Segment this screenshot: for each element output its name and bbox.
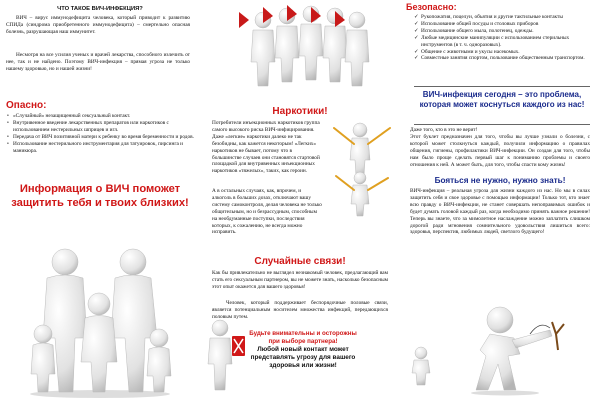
careful-text-2: Любой новый контакт может представлять угрозу для вашего здоровья или жизни! <box>250 346 356 369</box>
casual-text-2: Человек, который поддерживает беспорядочные половые связи, является потенциальным носителем множества инфекций, передающихся половым путем. <box>212 300 388 320</box>
safe-item: ✓ Использование общего мыла, полотенец, одежды. <box>421 28 597 35</box>
today-text: Даже того, кто в это не верит! <box>410 127 478 133</box>
careful-text: Будьте внимательны и осторожны при выборе партнера! <box>249 330 357 345</box>
fear-title: Бояться не нужно, нужно знать! <box>434 176 566 185</box>
safe-item: ✓ Рукопожатия, поцелуи, объятия и другие тактильные контакты <box>421 14 597 21</box>
danger-item: • Внутривенное введение лекарственных препаратов или наркотиков с использованием нестерильных шприцев и игл. <box>13 120 197 134</box>
safe-title: Безопасно: <box>406 2 457 12</box>
drugs-text: Потребители инъекционных наркотиков группа самого высокого риска ВИЧ-инфицирования. Даже «легкие» наркотики далеко не так безобидны, как кажется некоторым! «Легких» наркотиков не бывает, потому что в большинстве случаев они становятся стартовой площадкой для внутривенных инъекционных наркотиков «тяжелых», таких, как героин. <box>212 120 320 175</box>
safe-list <box>414 14 597 62</box>
column-right <box>400 0 600 400</box>
fear-text: ВИЧ-инфекция – реальная угроза для жизни каждого из нас. Но мы в силах защитить себя и свое здоровье с помощью информации! Только тот, кто знает всю правду о ВИЧ-инфекции, не станет совершать непоправимых ошибок и будет думать головой каждый раз, когда необходимо принять важное решение! Теперь вы знаете, что за мимолетное наслаждение можно заплатить слишком дорогой ради мгновения сомнительного удовольствия лишиться всего: здоровья, перспектив, любимых людей, светлого будущего! <box>410 188 590 236</box>
danger-list <box>6 113 197 154</box>
family-figures-illustration <box>25 246 175 398</box>
danger-item: • «Случайный» незащищенный сексуальный контакт. <box>13 113 197 120</box>
what-is-hiv-text-2: Несмотря на все усилия ученых и врачей лекарства, способного излечить от нее, так и не найдено. Поэтому ВИЧ-инфекция – прямая угроза не только нашему здоровью, но и нашей жизни! <box>6 52 190 72</box>
slogan: Информация о ВИЧ поможет защитить тебя и твоих близких! <box>11 183 189 209</box>
danger-item: • Использование нестерильного инструментария для татуировок, пирсинга и маникюра. <box>13 141 197 155</box>
danger-title: Опасно: <box>6 100 47 111</box>
safe-item: ✓ Совместные занятия спортом, пользование общественным транспортом. <box>421 55 597 62</box>
danger-item: • Передача от ВИЧ позитивной матери к ребенку во время беременности и родов. <box>13 134 197 141</box>
megaphone-figures-illustration <box>235 2 375 94</box>
divider <box>414 124 590 125</box>
syringe-figures-illustration <box>330 120 396 216</box>
small-figure-illustration <box>408 345 434 385</box>
slingshot-figure-illustration <box>460 290 590 396</box>
today-title: ВИЧ-инфекция сегодня – это проблема, которая может коснуться каждого из нас! <box>419 90 585 109</box>
drugs-text-2: А в остальных случаях, как, впрочем, и алкоголь в больших дозах, отключают вашу систему самоконтроля, делая человека не только общительным, но и безрассудным, способным на необдуманные поступки, последствия которых, к сожалению, не всегда можно исправить. <box>212 188 322 236</box>
column-left <box>0 0 200 400</box>
casual-text: Как бы привлекательно не выглядел незнакомый человек, предлагающий вам стать его сексуальным партнером, вы не можете знать, насколько безопасным этот опыт окажется для вашего здоровья! <box>212 270 388 290</box>
safe-item: ✓ Любые медицинские манипуляции с использованием стерильных инструментов (в т. ч. одноразовых). <box>421 35 597 49</box>
casual-title: Случайные связи! <box>254 256 346 267</box>
safe-item: ✓ Использование общей посуды и столовых приборов <box>421 21 597 28</box>
today-text-2: Этот буклет предназначен для того, чтобы вы лучше узнали о болезни, с которой может столкнуться каждый, получили информацию о правилах общения, гигиены, профилактики ВИЧ-инфекции. Он создан для того, чтобы нам было проще сделать первый шаг к пониманию проблемы и своего отношения к ней. А может быть, для того, чтобы спасти кому жизнь! <box>410 134 590 168</box>
warning-figure-illustration <box>202 318 248 392</box>
divider <box>414 86 590 87</box>
column-middle <box>200 0 400 400</box>
what-is-hiv-title: ЧТО ТАКОЕ ВИЧ-ИНФЕКЦИЯ? <box>57 6 143 12</box>
drugs-title: Наркотики! <box>272 106 328 117</box>
safe-item: ✓ Общение с животными и укусы насекомых. <box>421 49 597 56</box>
what-is-hiv-text: ВИЧ – вирус иммунодефицита человека, который приводит к развитию СПИДа (синдрома приобретенного иммунодефицита) – смертельно опасная болезнь, разрушающая наш иммунитет. <box>6 15 190 35</box>
